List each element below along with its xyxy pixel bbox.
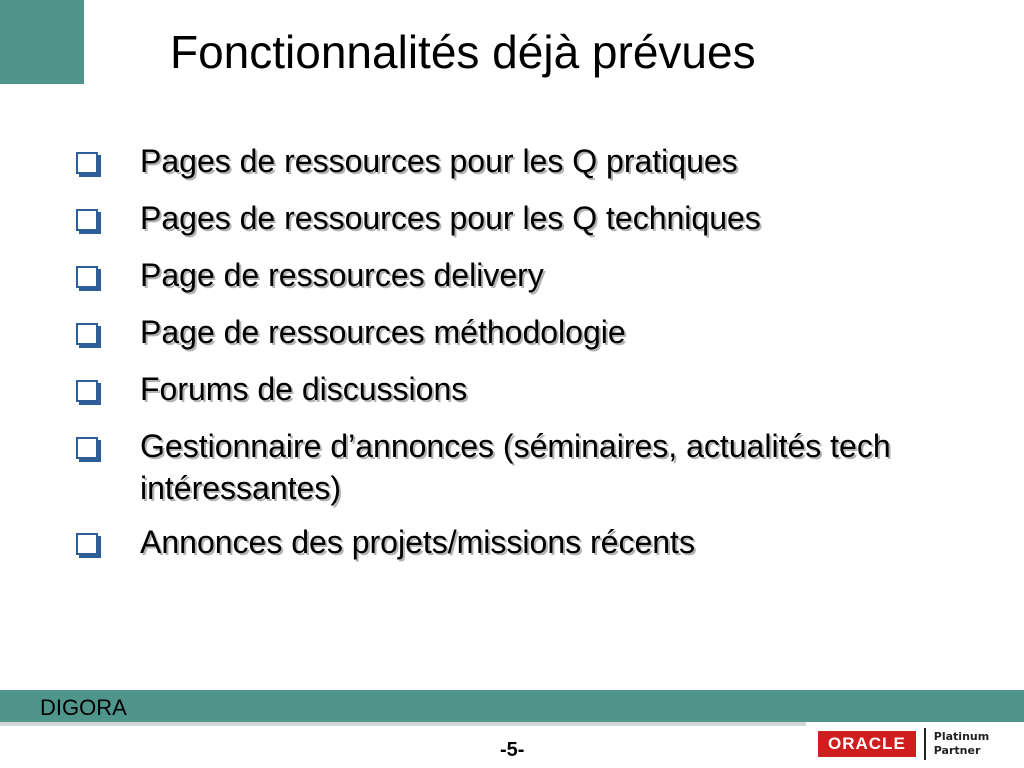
slide-title: Fonctionnalités déjà prévues [170,26,756,78]
bullet-text: Pages de ressources pour les Q pratiques [140,143,738,179]
logo-separator [924,728,926,760]
footer-band [0,690,1024,722]
bullet-item [72,197,972,239]
bullet-text: Forums de discussions [140,371,468,407]
checkbox-square-icon [76,533,98,555]
bullet-item [72,425,972,509]
checkbox-square-icon [76,380,98,402]
partner-level-text [934,730,989,758]
checkbox-square-icon [76,152,98,174]
bullet-list [72,140,972,578]
partner-level-line1: Platinum [933,730,990,743]
corner-accent-square [0,0,84,84]
checkbox-square-icon [76,437,98,459]
bullet-text: Page de ressources delivery [140,257,544,293]
bullet-text: Gestionnaire d’annonces (séminaires, actualités tech intéressantes) [140,428,891,506]
bullet-item [72,521,972,563]
footer-company-name: DIGORA [40,695,127,720]
checkbox-square-icon [76,209,98,231]
page-number: -5- [500,739,525,761]
oracle-partner-logo [818,724,1018,764]
checkbox-square-icon [76,266,98,288]
bullet-text: Pages de ressources pour les Q techniques [140,200,761,236]
partner-level-line2: Partner [933,744,981,757]
oracle-logo-mark: ORACLE [818,731,916,757]
bullet-item [72,254,972,296]
bullet-item [72,140,972,182]
bullet-text: Page de ressources méthodologie [140,314,626,350]
bullet-text: Annonces des projets/missions récents [140,524,695,560]
footer-divider [0,722,806,726]
bullet-item [72,311,972,353]
bullet-item [72,368,972,410]
checkbox-square-icon [76,323,98,345]
